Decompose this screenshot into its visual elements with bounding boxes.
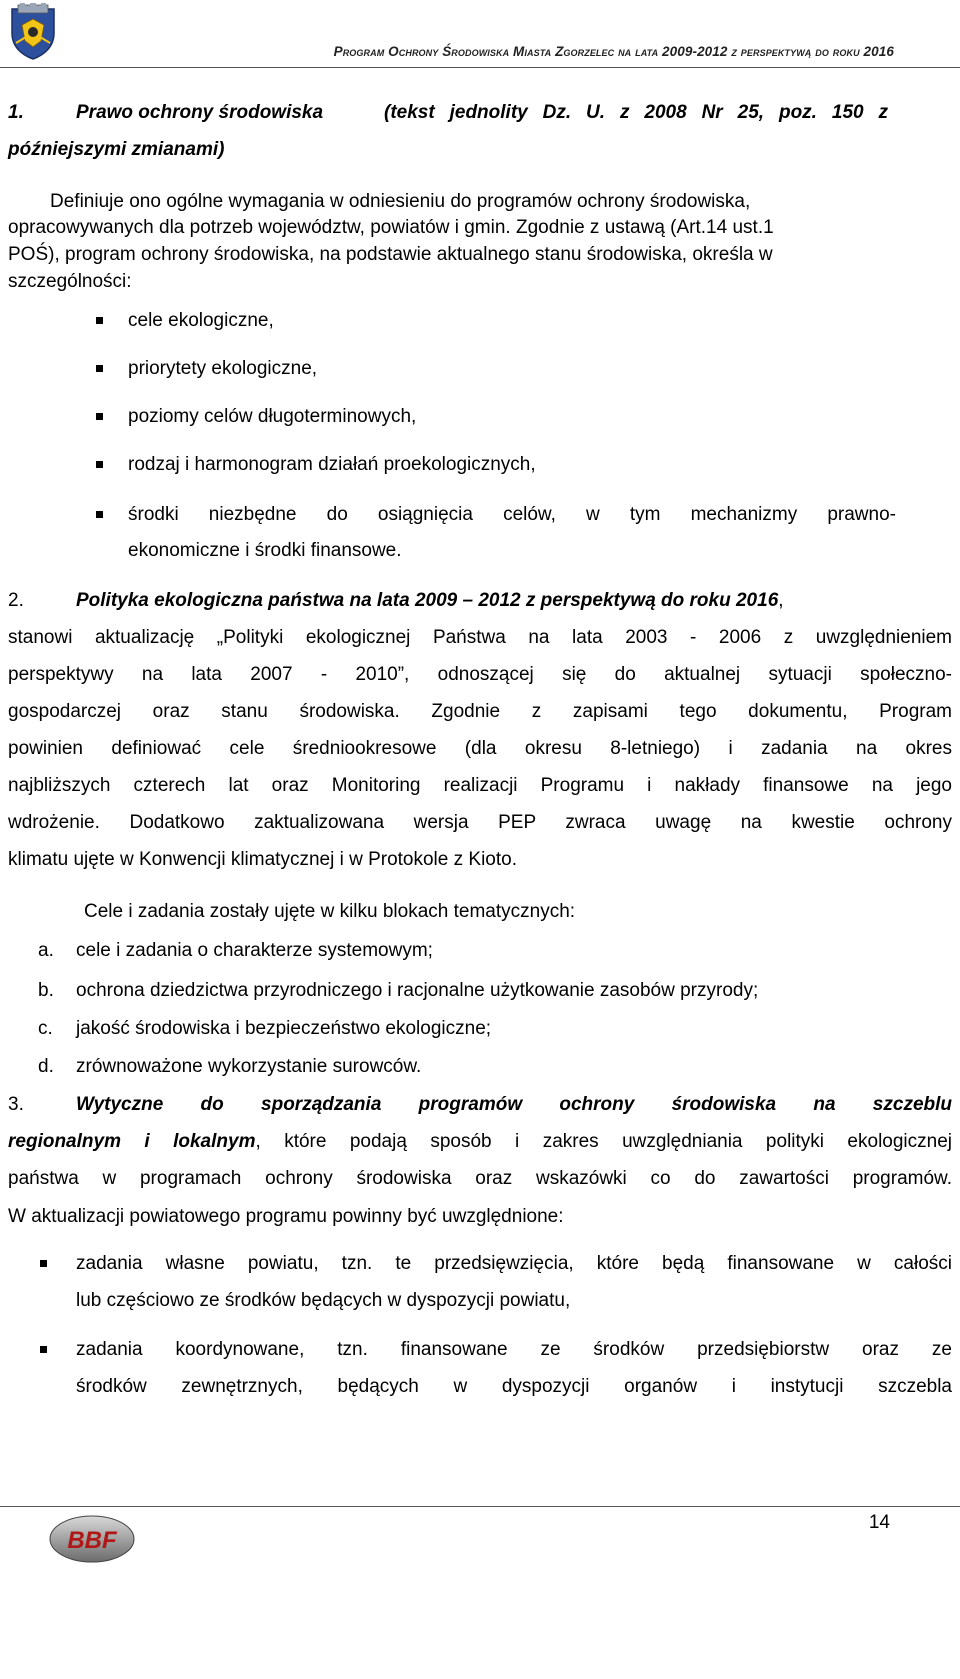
section1-title-continued: późniejszymi zmianami) — [8, 139, 225, 160]
section2-title-comma: , — [778, 590, 784, 611]
section3-title-rest: , które podają sposób i zakres uwzględniania polityki ekologicznej — [255, 1131, 952, 1152]
section2-title: Polityka ekologiczna państwa na lata 2009 – 2012 z perspektywą do roku 2016 — [76, 590, 779, 611]
section1-paragraph-line: POŚ), program ochrony środowiska, na podstawie aktualnego stanu środowiska, określa w — [8, 244, 773, 265]
list-item: jakość środowiska i bezpieczeństwo ekologiczne; — [76, 1018, 492, 1039]
section3-title-line2 — [8, 1131, 952, 1153]
section2-heading — [76, 590, 784, 612]
logo-text: BBF — [67, 1527, 117, 1554]
section2-paragraph-line: wdrożenie. Dodatkowo zaktualizowana wersja PEP zwraca uwagę na kwestie ochrony — [8, 812, 952, 833]
page-number: 14 — [868, 1512, 890, 1533]
section2-paragraph-line: perspektywy na lata 2007 - 2010”, odnoszącej się do aktualnej sytuacji społeczno- — [8, 664, 952, 685]
header-divider — [0, 67, 960, 68]
list-item-letter: d. — [38, 1056, 54, 1077]
section3-paragraph-line: W aktualizacji powiatowego programu powinny być uwzględnione: — [8, 1206, 564, 1227]
bbf-logo — [48, 1513, 136, 1565]
section2-paragraph-line: klimatu ujęte w Konwencji klimatycznej i w Protokole z Kioto. — [8, 849, 517, 870]
section1-paragraph-line: opracowywanych dla potrzeb województw, powiatów i gmin. Zgodnie z ustawą (Art.14 ust.1 — [8, 217, 774, 238]
bullet-marker — [96, 511, 103, 518]
list-item: zadania własne powiatu, tzn. te przedsięwzięcia, które będą finansowane w całości — [76, 1253, 952, 1274]
section3-number: 3. — [8, 1094, 24, 1115]
bullet-marker — [96, 317, 103, 324]
section2-paragraph-line: stanowi aktualizację „Polityki ekologicznej Państwa na lata 2003 - 2006 z uwzględnieniem — [8, 627, 952, 648]
list-item: cele ekologiczne, — [128, 310, 274, 331]
list-item: środki niezbędne do osiągnięcia celów, w tym mechanizmy prawno- — [128, 504, 896, 525]
section1-title: Prawo ochrony środowiska — [76, 102, 324, 123]
list-item: rodzaj i harmonogram działań proekologicznych, — [128, 454, 536, 475]
running-header-title: Program Ochrony Środowiska Miasta Zgorzelec na lata 2009-2012 z perspektywą do roku 2016 — [333, 44, 894, 59]
list-item: zrównoważone wykorzystanie surowców. — [76, 1056, 422, 1077]
section2-paragraph-line: najbliższych czterech lat oraz Monitoring realizacji Programu i nakłady finansowe na jego — [8, 775, 952, 796]
section3-paragraph-line: państwa w programach ochrony środowiska oraz wskazówki co do zawartości programów. — [8, 1168, 952, 1189]
bullet-marker — [96, 413, 103, 420]
footer-divider — [0, 1506, 960, 1507]
list-item-letter: a. — [38, 940, 54, 961]
bullet-marker — [40, 1260, 47, 1267]
section3-title: Wytyczne do sporządzania programów ochrony środowiska na szczeblu — [76, 1094, 952, 1115]
list-item: cele i zadania o charakterze systemowym; — [76, 940, 433, 961]
section1-number: 1. — [8, 102, 24, 123]
section2-number: 2. — [8, 590, 24, 611]
list-item: zadania koordynowane, tzn. finansowane ze środków przedsiębiorstw oraz ze — [76, 1339, 952, 1360]
bullet-marker — [96, 461, 103, 468]
list-item: ochrona dziedzictwa przyrodniczego i racjonalne użytkowanie zasobów przyrody; — [76, 980, 759, 1001]
section3-title-continued: regionalnym i lokalnym — [8, 1131, 256, 1152]
section2-paragraph-line: powinien definiować cele średniookresowe (dla okresu 8-letniego) i zadania na okres — [8, 738, 952, 759]
list-item-continued: ekonomiczne i środki finansowe. — [128, 540, 402, 561]
section2-paragraph-line: gospodarczej oraz stanu środowiska. Zgodnie z zapisami tego dokumentu, Program — [8, 701, 952, 722]
list-item-continued: lub częściowo ze środków będących w dyspozycji powiatu, — [76, 1290, 571, 1311]
section1-paragraph-line: Definiuje ono ogólne wymagania w odniesieniu do programów ochrony środowiska, — [50, 191, 751, 212]
list-item-letter: c. — [38, 1018, 53, 1039]
bullet-marker — [40, 1346, 47, 1353]
section1-paragraph-line: szczególności: — [8, 271, 132, 292]
list-item-letter: b. — [38, 980, 54, 1001]
section2-intro: Cele i zadania zostały ujęte w kilku blokach tematycznych: — [84, 901, 576, 922]
list-item: poziomy celów długoterminowych, — [128, 406, 417, 427]
section1-title-citation: (tekst jednolity Dz. U. z 2008 Nr 25, poz. 150 z — [384, 102, 888, 123]
bullet-marker — [96, 365, 103, 372]
list-item-continued: środków zewnętrznych, będących w dyspozycji organów i instytucji szczebla — [76, 1376, 952, 1397]
list-item: priorytety ekologiczne, — [128, 358, 318, 379]
city-crest-icon — [8, 3, 58, 61]
